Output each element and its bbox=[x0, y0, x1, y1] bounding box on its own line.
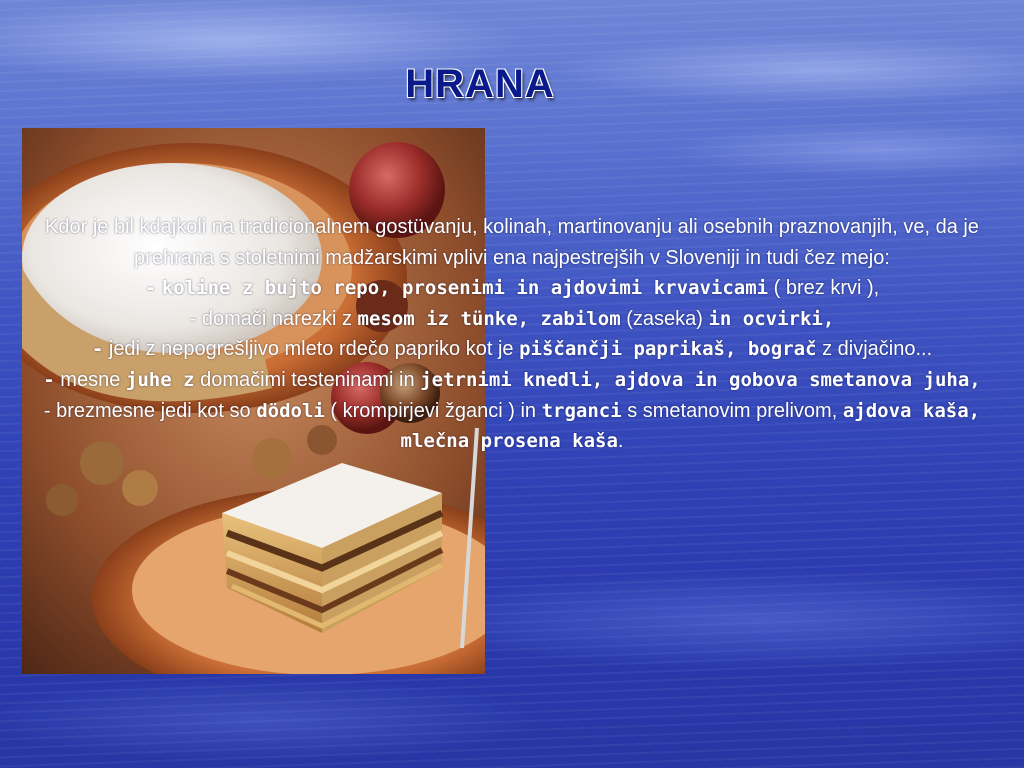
item-text: domačimi testeninami in bbox=[194, 368, 421, 391]
item-text: z divjačino... bbox=[816, 338, 933, 361]
item-bold: piščančji paprikaš, bograč bbox=[519, 338, 817, 361]
item-text: ( brez krvi ), bbox=[768, 277, 880, 300]
item-text: ( krompirjevi žganci ) in bbox=[324, 399, 542, 422]
item-text: . bbox=[617, 430, 624, 453]
item-dash: - bbox=[91, 338, 104, 361]
item-bold: trganci bbox=[541, 399, 622, 422]
item-text: mesne bbox=[54, 368, 126, 391]
list-item bbox=[14, 304, 1010, 335]
item-text: s smetanovim prelivom, bbox=[621, 399, 843, 422]
item-text: (zaseka) bbox=[620, 307, 709, 330]
item-bold: dödoli bbox=[256, 399, 325, 422]
intro-paragraph: Kdor je bil kdajkoli na tradicionalnem gostüvanju, kolinah, martinovanju ali osebnih praznovanjih, ve, da je prehrana s stoletnimi madžarskimi vplivi ena najpestrejših v Sloveniji in tudi čez mejo: bbox=[45, 216, 979, 269]
item-bold: koline z bujto repo, prosenimi in ajdovimi krvavicami bbox=[161, 277, 769, 300]
item-dash: - bbox=[144, 277, 157, 300]
item-text: - brezmesne jedi kot so bbox=[43, 399, 257, 422]
text-block bbox=[14, 212, 1010, 457]
list-item bbox=[14, 334, 1010, 365]
list-item bbox=[14, 396, 1010, 457]
item-bold: ajdova kaša, mlečna prosena kaša bbox=[400, 399, 981, 453]
list-item bbox=[14, 273, 1010, 304]
item-bold: juhe z bbox=[125, 368, 195, 391]
item-bold: in ocvirki, bbox=[708, 307, 835, 330]
list-item bbox=[14, 365, 1010, 396]
slide-title: HRANA bbox=[405, 62, 555, 106]
item-dash: - bbox=[43, 368, 55, 391]
item-bold: jetrnimi knedli, ajdova in gobova smetanova juha, bbox=[420, 368, 981, 391]
item-text: jedi z nepogrešljivo mleto rdečo papriko kot je bbox=[103, 338, 520, 361]
item-bold: mesom iz tünke, zabilom bbox=[357, 307, 621, 330]
item-text: - domači narezki z bbox=[189, 307, 358, 330]
